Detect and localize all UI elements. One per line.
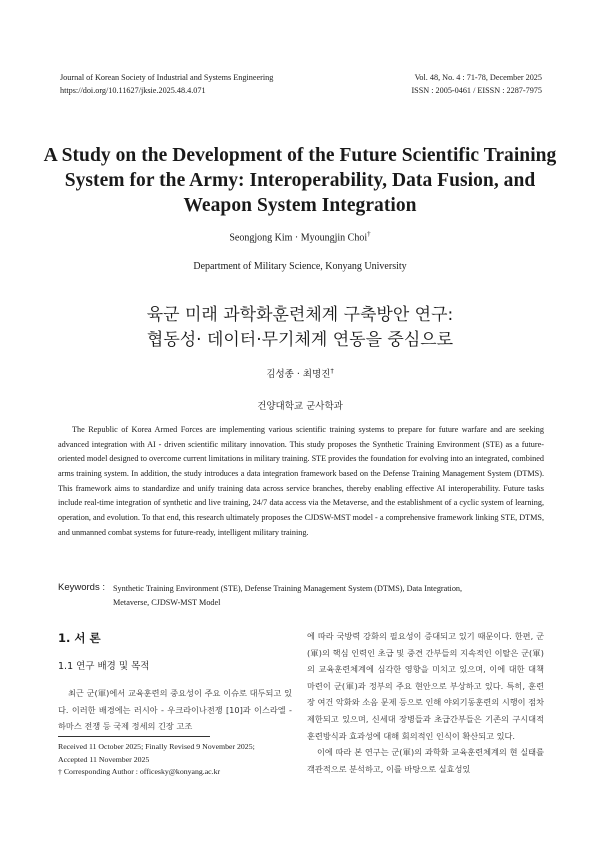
authors-korean — [0, 366, 600, 380]
footnote-divider — [58, 736, 210, 737]
corresponding-mark: † — [367, 230, 371, 238]
keywords-list — [113, 582, 543, 610]
accepted-date: Accepted 11 November 2025 — [58, 754, 150, 764]
author-names-ko: 김성종 · 최명진 — [266, 369, 331, 380]
journal-name: Journal of Korean Society of Industrial and Systems Engineering — [60, 73, 274, 82]
body-text-right — [307, 628, 544, 777]
body-text-left: 최근 군(軍)에서 교육훈련의 중요성이 주요 이슈로 대두되고 있다. 이러한 배경에는 러시아 - 우크라이나전쟁 [10]과 이스라엘 - 하마스 전쟁 등 국제 정세의 긴장 고조 — [58, 688, 292, 731]
keywords-line: Synthetic Training Environment (STE), Defense Training Management System (DTMS), Data Integration, — [113, 584, 463, 593]
paper-title-korean — [40, 303, 560, 353]
issn-info: ISSN : 2005-0461 / EISSN : 2287-7975 — [411, 86, 542, 95]
affiliation-korean: 건양대학교 군사학과 — [257, 401, 343, 412]
paper-title-english — [40, 143, 560, 218]
dagger-mark: † — [58, 767, 62, 776]
title-en-line: A Study on the Development of the Future Scientific Training — [43, 145, 557, 166]
corresponding-email[interactable]: Corresponding Author : officesky@konyang.ac.kr — [63, 767, 221, 776]
abstract: The Republic of Korea Armed Forces are implementing various scientific training systems to prepare for future warfare and are seeking advanced integration with AI - driven scientific military innovation. This study proposes the Synthetic Training Environment (STE) as a future-oriented model designed to overcome current limitations in military training. STE provides the foundation for evolving into an integrated, combined arms training system. In addition, the study introduces a data integration framework based on the Defense Training Management System (DTMS). This framework aims to standardize and unify training data across service branches, thereby enabling effective AI interoperability. Future tasks include real-time integration of synthetic and live training, 24/7 data access via the Metaverse, and the establishment of a cyclic system of learning, operation, and evolution. To that end, this research ultimately proposes the CJDSW-MST model - a comprehensive framework linking STE, DTMS, and unmanned combat systems for future-ready, intelligent military training. — [58, 425, 544, 537]
authors-english — [0, 230, 600, 243]
title-ko-line: 육군 미래 과학화훈련체계 구축방안 연구: — [146, 305, 454, 325]
keywords-label: Keywords : — [58, 582, 105, 593]
corresponding-mark-ko: † — [330, 366, 334, 375]
footnote — [58, 741, 292, 779]
title-en-line: Weapon System Integration — [183, 195, 417, 216]
body-paragraph: 이에 따라 본 연구는 군(軍)의 과학화 교육훈련체계의 현 실태를 객관적으로 분석하고, 이를 바탕으로 실효성있 — [307, 747, 544, 774]
volume-info: Vol. 48, No. 4 : 71-78, December 2025 — [414, 73, 542, 82]
corresponding-author — [58, 766, 292, 779]
keywords-line: Metaverse, CJDSW-MST Model — [113, 598, 221, 607]
journal-header-left — [60, 71, 273, 97]
title-en-line: System for the Army: Interoperability, Data Fusion, and — [64, 170, 536, 191]
journal-header-right — [411, 71, 542, 97]
author-names: Seongjong Kim · Myoungjin Choi — [229, 232, 368, 244]
section-heading: 1. 서 론 — [58, 631, 101, 645]
title-ko-line: 협동성· 데이터·무기체계 연동을 중심으로 — [146, 330, 454, 350]
body-paragraph: 에 따라 국방력 강화의 필요성이 증대되고 있기 때문이다. 한편, 군(軍)의 핵심 인력인 초급 및 중견 간부들의 지속적인 이탈은 군(軍)의 교육훈련체계에 심각한 영향을 미치고 있으며, 이에 대한 대책 마련이 군(軍)과 정부의 주요 현안으로 부상하고 있다. 특히, 훈련장 여건 악화와 소음 문제 등으로 인해 야외기동훈련의 시행이 점차 제한되고 있으며, 신세대 장병들과 초급간부들은 기존의 구시대적 훈련방식과 효과성에 대해 회의적인 인식이 확산되고 있다. — [307, 631, 544, 741]
subsection-heading: 1.1 연구 배경 및 목적 — [58, 661, 150, 672]
doi-link[interactable]: https://doi.org/10.11627/jksie.2025.48.4.071 — [60, 86, 206, 95]
affiliation-english: Department of Military Science, Konyang University — [193, 261, 407, 272]
received-dates: Received 11 October 2025; Finally Revised 9 November 2025; — [58, 742, 255, 751]
